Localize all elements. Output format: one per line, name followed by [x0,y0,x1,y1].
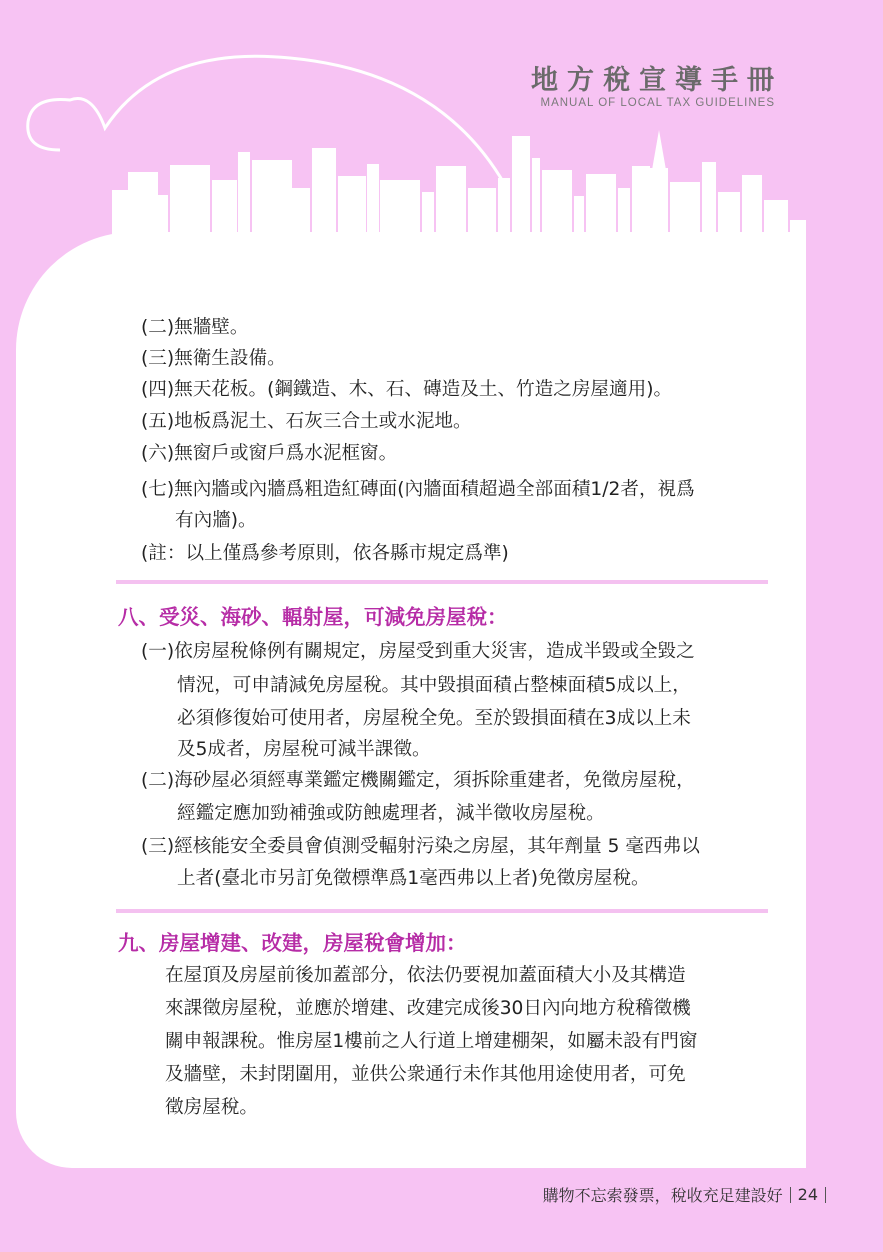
section-9-line: 徵房屋稅。 [165,1097,258,1118]
section-8-line: 情況，可申請減免房屋稅。其中毀損面積占整棟面積5成以上， [177,675,691,696]
criteria-note: (註：以上僅爲參考原則，依各縣市規定爲準) [141,543,509,564]
section-9-line: 來課徵房屋稅，並應於增建、改建完成後30日內向地方稅稽徵機 [165,998,691,1019]
footer-slogan: 購物不忘索發票，稅收充足建設好 [542,1186,783,1205]
criteria-item: (三)無衛生設備。 [141,348,286,369]
section-8-line: (三)經核能安全委員會偵測受輻射污染之房屋，其年劑量 5 毫西弗以 [141,836,700,857]
criteria-item: (六)無窗戶或窗戶爲水泥框窗。 [141,443,398,464]
section-divider [116,909,768,913]
criteria-item: (七)無內牆或內牆爲粗造紅磚面(內牆面積超過全部面積1/2者，視爲 [141,479,695,500]
criteria-item: (四)無天花板。(鋼鐵造、木、石、磚造及土、竹造之房屋適用)。 [141,379,673,400]
section-9-line: 關申報課稅。惟房屋1樓前之人行道上增建棚架，如屬未設有門窗 [165,1031,698,1052]
criteria-item-continuation: 有內牆)。 [175,510,257,531]
section-9-line: 及牆壁，未封閉圍用，並供公衆通行未作其他用途使用者，可免 [165,1064,686,1085]
section-9-line: 在屋頂及房屋前後加蓋部分，依法仍要視加蓋面積大小及其構造 [165,965,686,986]
page-number: 24 [797,1185,818,1204]
handbook-subtitle: MANUAL OF LOCAL TAX GUIDELINES [540,97,775,109]
criteria-item: (五)地板爲泥土、石灰三合土或水泥地。 [141,411,472,432]
handbook-title: 地方稅宣導手冊 [531,65,783,96]
criteria-item: (二)無牆壁。 [141,317,249,338]
section-9-heading: 九、房屋增建、改建，房屋稅會增加： [118,931,467,955]
footer-separator [790,1187,791,1203]
section-8-line: (二)海砂屋必須經專業鑑定機關鑑定，須拆除重建者，免徵房屋稅， [141,770,695,791]
section-8-line: 上者(臺北市另訂免徵標準爲1毫西弗以上者)免徵房屋稅。 [177,868,650,889]
section-8-line: (一)依房屋稅條例有關規定，房屋受到重大災害，造成半毀或全毀之 [141,641,695,662]
section-8-line: 必須修復始可使用者，房屋稅全免。至於毀損面積在3成以上未 [177,708,691,729]
page-footer [543,1183,833,1206]
footer-separator [825,1187,826,1203]
section-8-line: 經鑑定應加勁補強或防蝕處理者，減半徵收房屋稅。 [177,803,605,824]
section-divider [116,580,768,584]
section-8-line: 及5成者，房屋稅可減半課徵。 [177,739,431,760]
section-8-heading: 八、受災、海砂、輻射屋，可減免房屋稅： [118,605,508,629]
